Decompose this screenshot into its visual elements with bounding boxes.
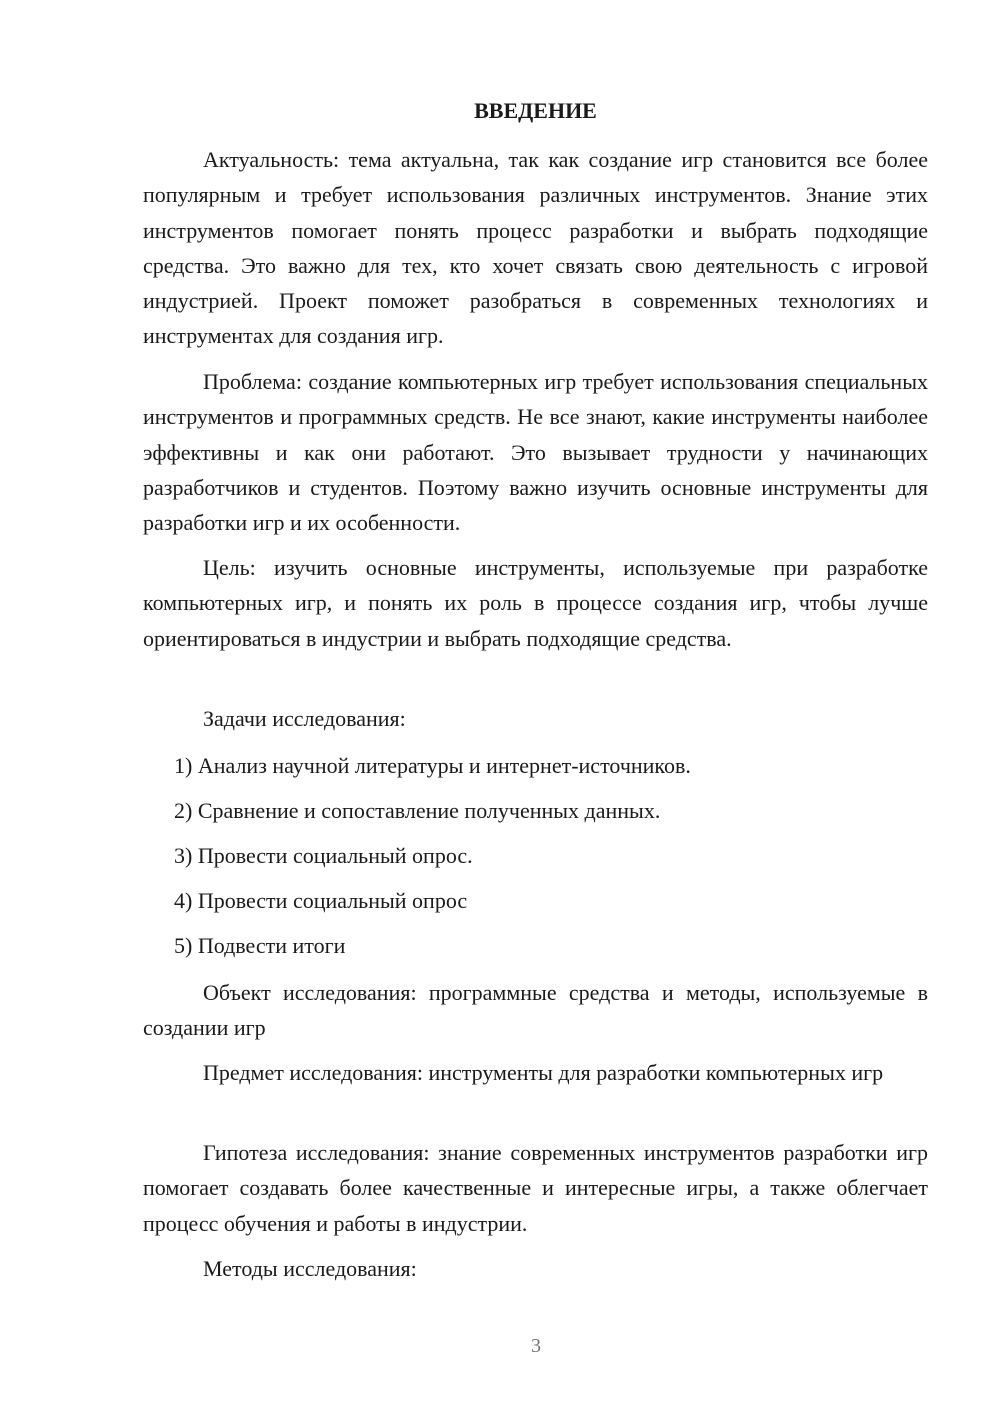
page-number: 3 — [531, 1335, 541, 1357]
problem-paragraph: Проблема: создание компьютерных игр требует использования специальных инструментов и программных средств. Не все знают, какие инструменты наиболее эффективны и как они работают. Это вызывает трудности у начинающих разработчиков и студентов. Поэтому важно изучить основные инструменты для разработки игр и их особенности. — [143, 369, 928, 536]
methods-title: Методы исследования: — [203, 1256, 417, 1281]
tasks-title: Задачи исследования: — [203, 706, 406, 731]
goal-paragraph: Цель: изучить основные инструменты, используемые при разработке компьютерных игр, и понять их роль в процессе создания игр, чтобы лучше ориентироваться в индустрии и выбрать подходящие средства. — [143, 555, 928, 651]
hypothesis-paragraph: Гипотеза исследования: знание современных инструментов разработки игр помогает создавать более качественные и интересные игры, а также облегчает процесс обучения и работы в индустрии. — [143, 1140, 928, 1236]
task-item-5: 5) Подвести итоги — [174, 933, 346, 958]
object-paragraph: Объект исследования: программные средства и методы, используемые в создании игр — [143, 980, 928, 1041]
task-item-3: 3) Провести социальный опрос. — [174, 843, 473, 868]
subject-paragraph: Предмет исследования: инструменты для разработки компьютерных игр — [203, 1060, 884, 1085]
section-heading: ВВЕДЕНИЕ — [474, 98, 597, 123]
task-item-2: 2) Сравнение и сопоставление полученных данных. — [174, 798, 661, 823]
task-item-1: 1) Анализ научной литературы и интернет-источников. — [174, 753, 691, 778]
relevance-paragraph: Актуальность: тема актуальна, так как создание игр становится все более популярным и требует использования различных инструментов. Знание этих инструментов помогает понять процесс разработки и выбрать подходящие средства. Это важно для тех, кто хочет связать свою деятельность с игровой индустрией. Проект поможет разобраться в современных технологиях и инструментах для создания игр. — [143, 147, 928, 349]
task-item-4: 4) Провести социальный опрос — [174, 888, 468, 913]
